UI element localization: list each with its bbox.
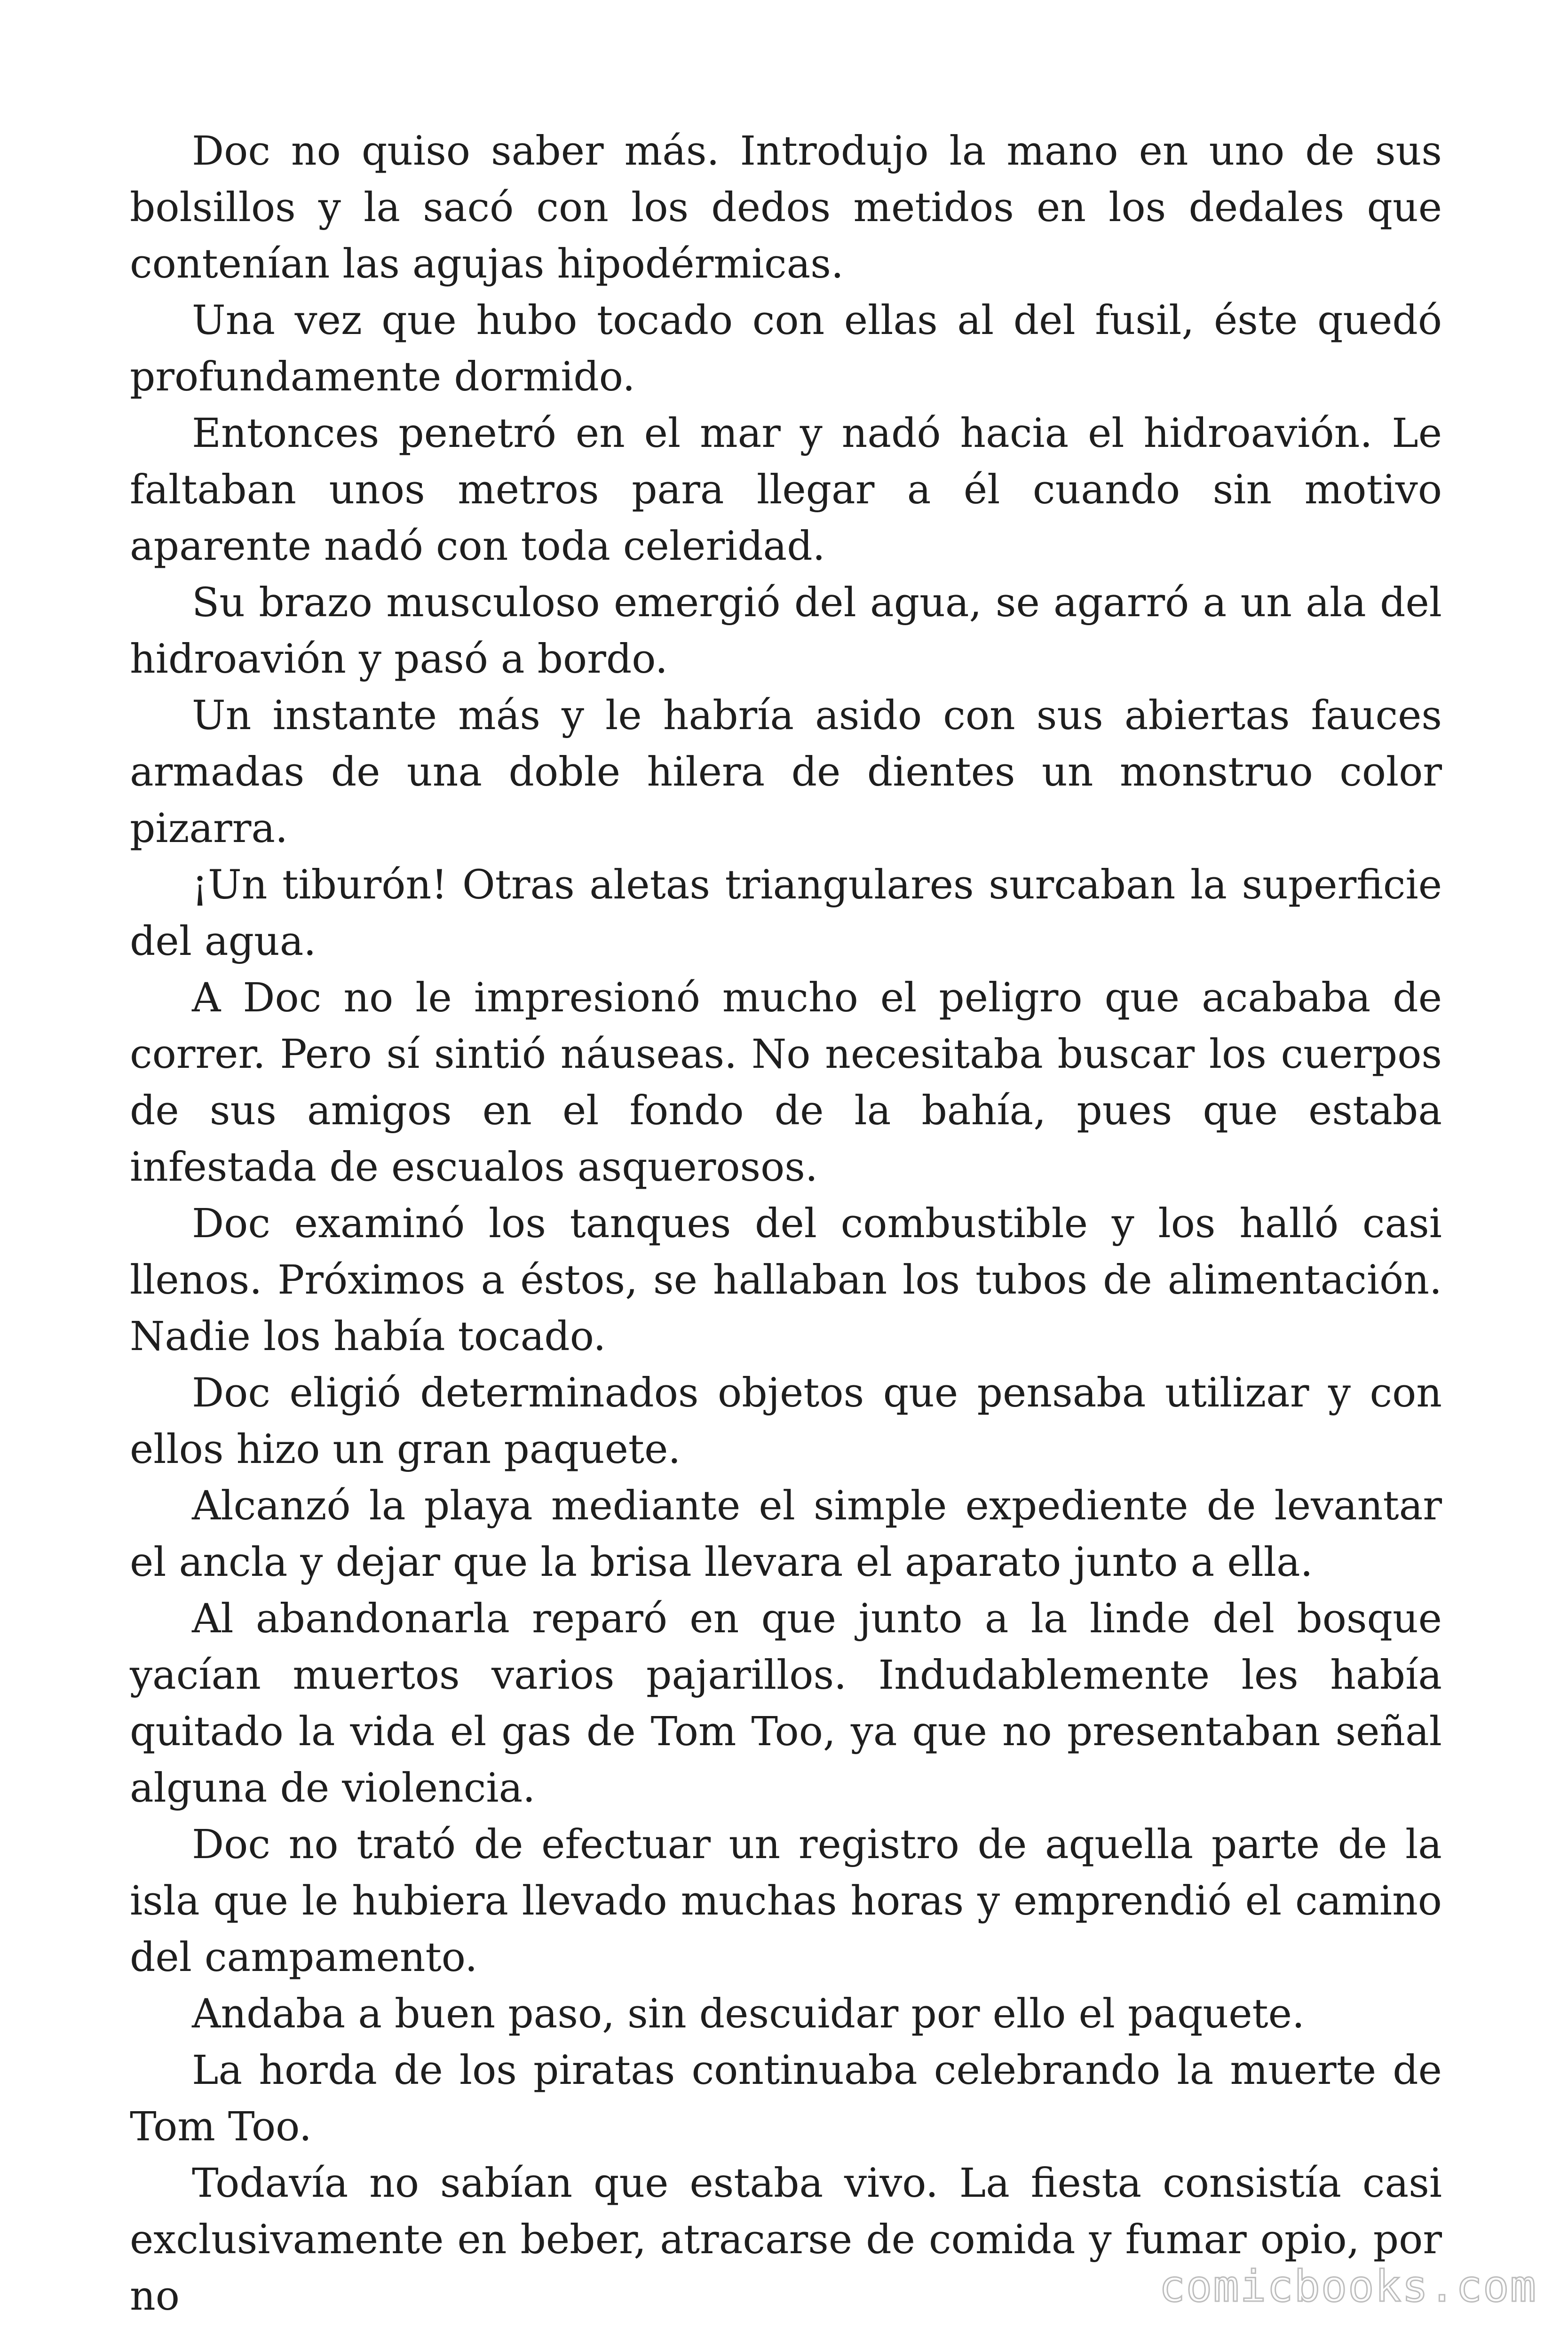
paragraph: Doc examinó los tanques del combustible y los halló casi llenos. Próximos a éstos, se hallaban los tubos de alimentación. Nadie los había tocado. [130, 1200, 1442, 1360]
watermark: comicbooks.com [1159, 2261, 1537, 2312]
paragraph: Entonces penetró en el mar y nadó hacia el hidroavión. Le faltaban unos metros para llegar a él cuando sin motivo aparente nadó con toda celeridad. [130, 410, 1442, 570]
paragraph: Andaba a buen paso, sin descuidar por ello el paquete. [192, 1991, 1305, 2037]
paragraph: Doc eligió determinados objetos que pensaba utilizar y con ellos hizo un gran paquete. [130, 1370, 1442, 1473]
paragraph: Alcanzó la playa mediante el simple expediente de levantar el ancla y dejar que la brisa llevara el aparato junto a ella. [130, 1483, 1442, 1586]
paragraph: Todavía no sabían que estaba vivo. La fiesta consistía casi exclusivamente en beber, atracarse de comida y fumar opio, por no [130, 2160, 1442, 2320]
paragraph: ¡Un tiburón! Otras aletas triangulares surcaban la superficie del agua. [130, 862, 1442, 965]
paragraph: Doc no trató de efectuar un registro de aquella parte de la isla que le hubiera llevado muchas horas y emprendió el camino del campamento. [130, 1821, 1442, 1981]
book-page-text [130, 123, 1442, 2325]
paragraph: La horda de los piratas continuaba celebrando la muerte de Tom Too. [130, 2047, 1442, 2150]
paragraph: Su brazo musculoso emergió del agua, se agarró a un ala del hidroavión y pasó a bordo. [130, 580, 1442, 683]
paragraph: Al abandonarla reparó en que junto a la linde del bosque yacían muertos varios pajarillos. Indudablemente les había quitado la vida el gas de Tom Too, ya que no presentaban señal alguna de violencia. [130, 1596, 1442, 1812]
paragraph: Una vez que hubo tocado con ellas al del fusil, éste quedó profundamente dormido. [130, 297, 1442, 400]
paragraph: A Doc no le impresionó mucho el peligro que acababa de correr. Pero sí sintió náuseas. No necesitaba buscar los cuerpos de sus amigos en el fondo de la bahía, pues que estaba infestada de escualos asquerosos. [130, 975, 1442, 1191]
paragraph: Un instante más y le habría asido con sus abiertas fauces armadas de una doble hilera de dientes un monstruo color pizarra. [130, 692, 1442, 852]
paragraph: Doc no quiso saber más. Introdujo la mano en uno de sus bolsillos y la sacó con los dedos metidos en los dedales que contenían las agujas hipodérmicas. [130, 128, 1442, 287]
